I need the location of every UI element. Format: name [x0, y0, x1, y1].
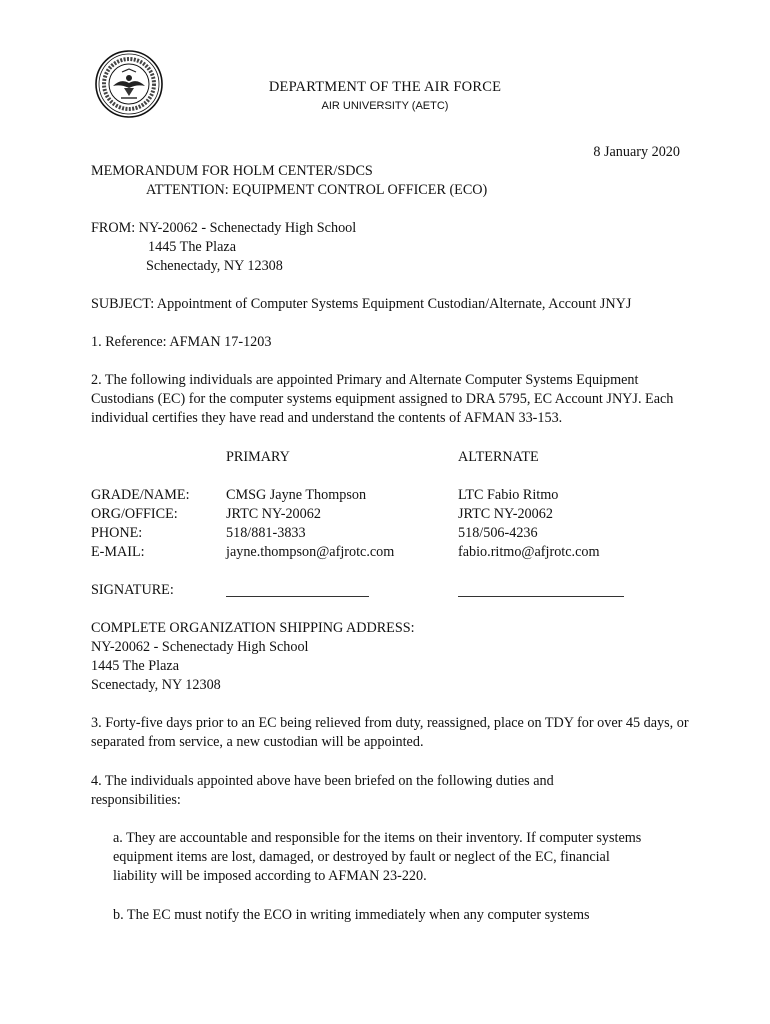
from-line: FROM: NY-20062 - Schenectady High School [91, 220, 357, 236]
alternate-grade-name: LTC Fabio Ritmo [458, 487, 559, 503]
subject-line: SUBJECT: Appointment of Computer Systems Equipment Custodian/Alternate, Account JNYJ [91, 296, 632, 312]
shipping-heading: COMPLETE ORGANIZATION SHIPPING ADDRESS: [91, 620, 415, 636]
primary-email: jayne.thompson@afjrotc.com [226, 544, 395, 560]
shipping-line3: Scenectady, NY 12308 [91, 677, 221, 693]
primary-heading: PRIMARY [226, 449, 290, 465]
alternate-signature-line [458, 596, 624, 597]
phone-label: PHONE: [91, 525, 143, 541]
primary-signature-line [226, 596, 369, 597]
email-label: E-MAIL: [91, 544, 145, 560]
alternate-email: fabio.ritmo@afjrotc.com [458, 544, 600, 560]
paragraph-4: 4. The individuals appointed above have been briefed on the following duties and responsibilities: [91, 773, 554, 808]
org-label: ORG/OFFICE: [91, 506, 178, 522]
primary-org: JRTC NY-20062 [226, 506, 321, 522]
alternate-phone: 518/506-4236 [458, 525, 538, 541]
alternate-heading: ALTERNATE [458, 449, 539, 465]
grade-label: GRADE/NAME: [91, 487, 190, 503]
shipping-line1: NY-20062 - Schenectady High School [91, 639, 309, 655]
primary-phone: 518/881-3833 [226, 525, 306, 541]
attention-line: ATTENTION: EQUIPMENT CONTROL OFFICER (ECO) [146, 182, 488, 198]
primary-grade-name: CMSG Jayne Thompson [226, 487, 367, 503]
paragraph-4b: b. The EC must notify the ECO in writing immediately when any computer systems [113, 907, 590, 923]
paragraph-2: 2. The following individuals are appointed Primary and Alternate Computer Systems Equipment Custodians (EC) for the computer systems equipment assigned to DRA 5795, EC Account JNYJ. Each individual certifies they have read and understand the contents of AFMAN 33-153. [91, 372, 674, 426]
memo-date: 8 January 2020 [593, 144, 680, 160]
unit-subtitle: AIR UNIVERSITY (AETC) [321, 100, 449, 112]
from-address-line2: Schenectady, NY 12308 [146, 258, 283, 274]
paragraph-1: 1. Reference: AFMAN 17-1203 [91, 334, 272, 350]
department-title: DEPARTMENT OF THE AIR FORCE [268, 79, 502, 95]
signature-label: SIGNATURE: [91, 582, 174, 598]
shipping-line2: 1445 The Plaza [91, 658, 179, 674]
from-address-line1: 1445 The Plaza [148, 239, 236, 255]
memo-for-line: MEMORANDUM FOR HOLM CENTER/SDCS [91, 163, 373, 179]
paragraph-3: 3. Forty-five days prior to an EC being relieved from duty, reassigned, place on TDY for over 45 days, or separated from service, a new custodian will be appointed. [91, 715, 689, 750]
alternate-org: JRTC NY-20062 [458, 506, 553, 522]
paragraph-4a: a. They are accountable and responsible for the items on their inventory. If computer systems equipment items are lost, damaged, or destroyed by fault or neglect of the EC, financial liability will be imposed according to AFMAN 23-220. [113, 830, 642, 884]
